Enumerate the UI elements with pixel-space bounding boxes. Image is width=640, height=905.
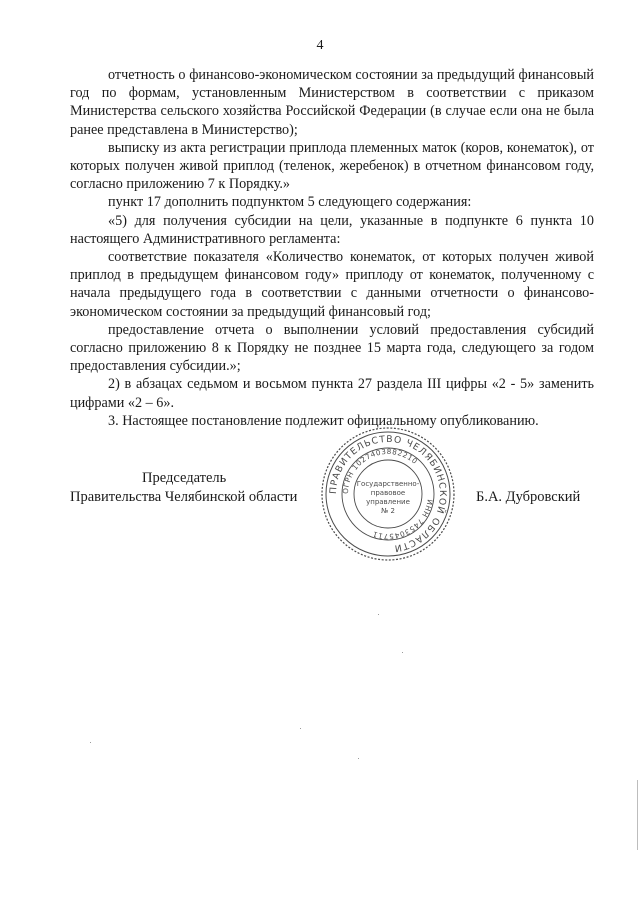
paragraph-report-submission: предоставление отчета о выполнении условий предоставления субсидий согласно приложению 8 к Порядку не позднее 15 марта года, следующего за годом предоставления субсидии.»; (70, 321, 594, 375)
signer-title-line2: Правительства Челябинской области (70, 489, 298, 505)
paragraph-item-27-amendment: 2) в абзацах седьмом и восьмом пункта 27 раздела III цифры «2 - 5» заменить цифрами «2 – 6». (70, 376, 594, 411)
seal-graphic (318, 424, 458, 564)
paragraph-subitem-5: «5) для получения субсидии на цели, указанные в подпункте 6 пункта 10 настоящего Административного регламента: (70, 212, 594, 247)
seal-center (357, 480, 420, 515)
scan-artifact (358, 758, 359, 759)
scan-artifact (378, 614, 379, 615)
seal-inn-text: ИНН 7453045711 (371, 498, 435, 542)
paragraph-indicator-compliance: соответствие показателя «Количество конематок, от которых получен живой приплод в предыдущем финансовом году» приплоду от конематок, полученному с начала предыдущего года в соответствии с данными отчетности о финансово-экономическом состоянии за предыдущий финансовый год; (70, 249, 594, 320)
seal-center-line3: управление (366, 498, 410, 506)
official-seal-stamp (318, 424, 458, 564)
seal-center-line4: № 2 (381, 507, 395, 515)
page-number: 4 (316, 38, 324, 53)
signer-name: Б.А. Дубровский (476, 489, 581, 505)
seal-center-line1: Государственно- (356, 480, 420, 488)
scan-artifact (402, 652, 403, 653)
seal-ring-text: ПРАВИТЕЛЬСТВО ЧЕЛЯБИНСКОЙ ОБЛАСТИ (327, 433, 449, 554)
paragraph-financial-report: отчетность о финансово-экономическом состоянии за предыдущий финансовый год по формам, установленным Министерством в соответствии с приказом Министерства сельского хозяйства Российской Федерации (в случае если она не была ранее представлена в Министерство); (70, 67, 594, 138)
signer-title-line1: Председатель (142, 470, 227, 486)
scan-edge-line (637, 780, 638, 850)
paragraph-publication: 3. Настоящее постановление подлежит официальному опубликованию. (108, 412, 539, 429)
paragraph-item-17-amendment: пункт 17 дополнить подпунктом 5 следующего содержания: (108, 194, 472, 211)
scan-artifact (90, 742, 91, 743)
seal-center-line2: правовое (370, 489, 406, 497)
paragraph-offspring-extract: выписку из акта регистрации приплода племенных маток (коров, конематок), от которых получен живой приплод (теленок, жеребенок) в отчетном финансовом году, согласно приложению 7 к Порядку.» (70, 139, 594, 193)
scan-artifact (300, 728, 301, 729)
seal-ogrn-text: ОГРН 1027403882210 (340, 446, 420, 495)
